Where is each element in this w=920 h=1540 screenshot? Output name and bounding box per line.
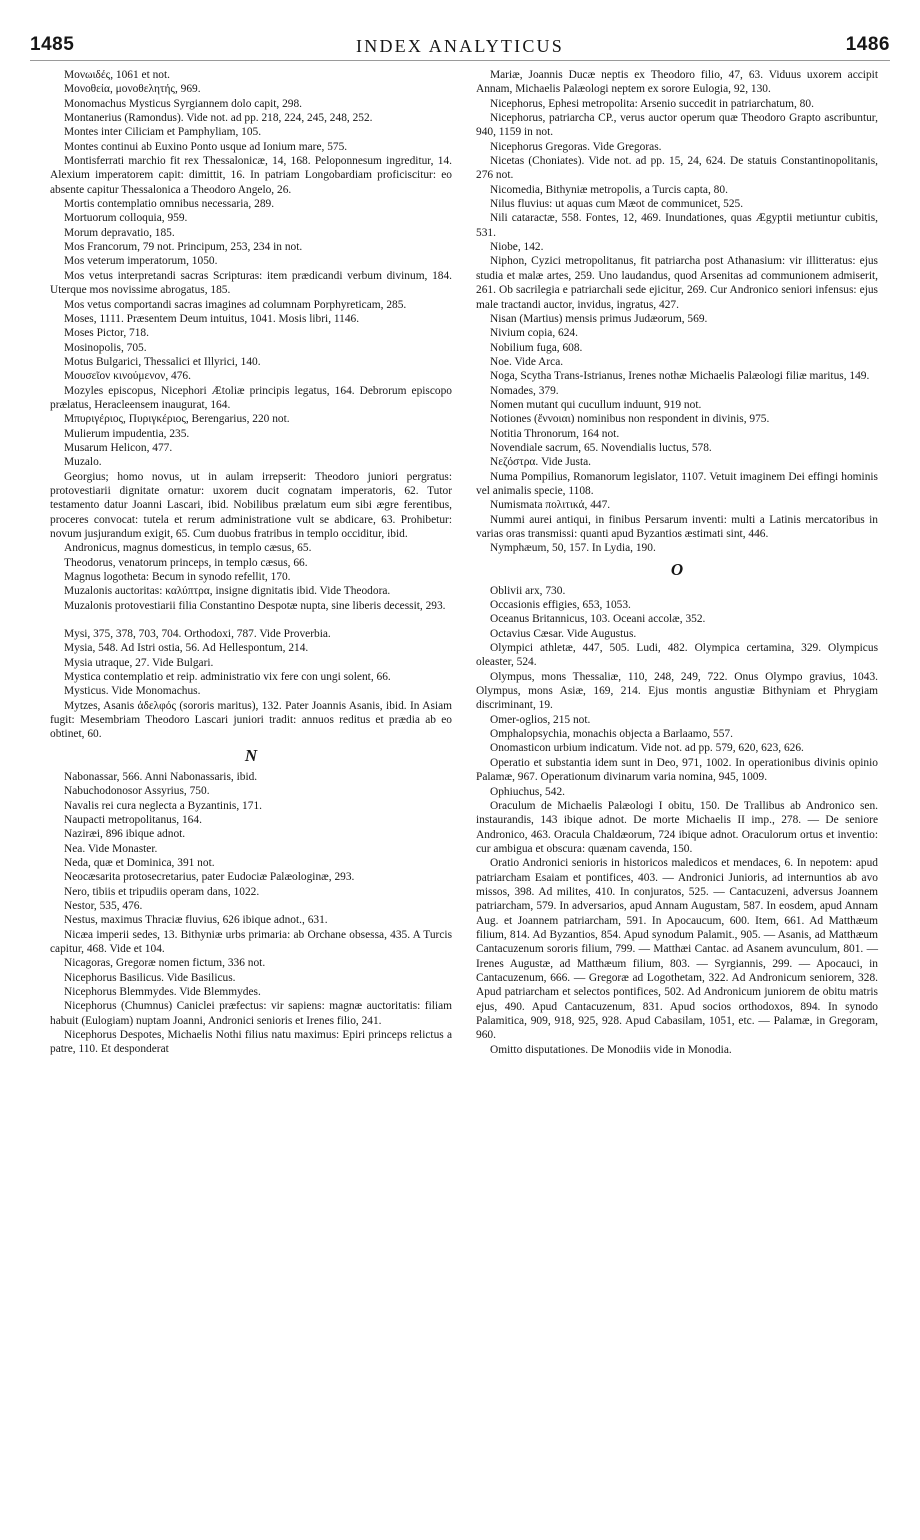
index-entry: Nicephorus Gregoras. Vide Gregoras. [490, 140, 662, 153]
index-entry: Montes inter Ciliciam et Pamphyliam, 105. [64, 126, 262, 139]
index-entry: Mortuorum colloquia, 959. [64, 212, 188, 225]
index-entry: Nomen mutant qui cucullum induunt, 919 not. [490, 398, 702, 411]
header-rule [30, 60, 890, 61]
index-entry: Mosinopolis, 705. [64, 341, 147, 354]
index-entry: Nummi aurei antiqui, in finibus Persarum inventi: multi a Latinis mercatoribus in varias oras transmissi: quanti apud Byzantios æstimati sint, 446. [476, 513, 878, 540]
index-entry: Mystica contemplatio et reip. administratio vix fere con ungi solent, 66. [64, 671, 391, 684]
index-entry: Nicephorus, patriarcha CP., verus auctor operum quæ Theodoro Grapto ascribuntur, 940, 1159 in not. [476, 112, 878, 139]
index-entry: Naupacti metropolitanus, 164. [64, 813, 202, 826]
right-group-n [476, 68, 878, 556]
left-column [50, 68, 452, 1057]
section-gap [50, 613, 452, 627]
left-group-m [50, 68, 452, 613]
running-title: INDEX ANALYTICUS [356, 36, 564, 56]
index-entry: Nestor, 535, 476. [64, 899, 143, 912]
section-letter-o: O [670, 559, 684, 579]
index-entry: Musarum Helicon, 477. [64, 441, 173, 454]
index-entry: Mysia utraque, 27. Vide Bulgari. [64, 656, 214, 669]
index-entry: Moses Pictor, 718. [64, 327, 149, 340]
index-entry: Neocæsarita protosecretarius, pater Eudociæ Palæologinæ, 293. [64, 871, 355, 884]
index-entry: Olympici athletæ, 447, 505. Ludi, 482. Olympica certamina, 329. Olympicus oleaster, 524. [476, 642, 878, 669]
index-entry: Nea. Vide Monaster. [64, 842, 158, 855]
right-group-o [476, 584, 878, 1057]
index-entry: Theodorus, venatorum princeps, in templo cæsus, 66. [64, 556, 308, 569]
index-entry: Oraculum de Michaelis Palæologi I obitu, 150. De Trallibus ab Andronico sen. instaurandis, 143 ibique adnot. De morte Michaelis II imp., 278. — De seniore Andronico, 463. Oracula Chaldæorum, 724 ibique adnot. Oraculorum ortus et inventio: cur ambigua et obscura: quænam cavenda, 150. [476, 799, 878, 855]
index-entry: Motus Bulgarici, Thessalici et Illyrici, 140. [64, 355, 261, 368]
index-entry: Oratio Andronici senioris in historicos maledicos et mendaces, 6. In nepotem: apud patriarcham Esaiam et pontifices, 403. — Andronici Junioris, ad internuntios ab avo missos, 398. Ad milites, 410. In conjuratos, 525. — Cantacuzeni, adversus Joannem patriarcham, 579. In adversarios, apud Annam Augustam, 587. In eosdem, apud Annam Aug. et Joannem patriarcham, 591. In Apocaucum, 600. Item, 661. Ad Matthæum filium, 814. Ad Byzantios, 854. Apud synodum Palamit., 905. — Asanis, ad Matthæum Cantacuzenum sororis filium, 799. — Matthæi Cantac. ad Asanem avunculum, 801. — Irenes Augustæ, ad Matthæum filium, 803. — Syrgiannis, 299. — Apocauci, in Cantacuzenum, 666. — Gregoræ ad Logothetam, 322. Ad Andronicum seniorem, 328. Apud patriarcham et selectos pontifices, 502. Ad Andronicum juniorem de obitu matris ejus, 490. Apud Cantacuzenum, 831. Apud socios orthodoxos, 894. In synodo Palamitica, 909, 918, 925, 928. Apud Cabasilam, 1051, etc. — Palamæ, in Gregoram, 960. [476, 857, 878, 1042]
index-entry: Oceanus Britannicus, 103. Oceani accolæ, 352. [490, 613, 706, 626]
index-entry: Nymphæum, 50, 157. In Lydia, 190. [490, 542, 656, 555]
index-entry: Octavius Cæsar. Vide Augustus. [490, 627, 637, 640]
index-entry: Mozyles episcopus, Nicephori Ætoliæ principis legatus, 164. Debrorum episcopo prælatus, Heracleensem inaugurat, 164. [50, 384, 452, 411]
index-entry: Montanerius (Ramondus). Vide not. ad pp. 218, 224, 245, 248, 252. [64, 112, 373, 125]
index-entry: Noga, Scytha Trans-Istrianus, Irenes nothæ Michaelis Palæologi filiæ maritus, 149. [490, 370, 870, 383]
index-entry: Olympus, mons Thessaliæ, 110, 248, 249, 722. Onus Olympo gravius, 1043. Olympus, mons Asiæ, 169, 214. Ejus montis angustiæ Bithyniam et Phrygiam discriminant, 19. [476, 670, 878, 712]
index-entry: Μπυριγέριος, Πυριγκέριος, Berengarius, 220 not. [64, 413, 290, 426]
index-entry: Nicephorus (Chumnus) Caniclei præfectus: vir sapiens: magnæ auctoritatis: filiam habuit (Eulogiam) nuptam Joanni, Andronici senioris et Irenes filio, 241. [50, 1000, 452, 1027]
index-entry: Morum depravatio, 185. [64, 226, 175, 239]
left-group-my [50, 627, 452, 742]
left-page-number: 1485 [30, 34, 75, 55]
index-entry: Nabuchodonosor Assyrius, 750. [64, 785, 210, 798]
index-entry: Mysi, 375, 378, 703, 704. Orthodoxi, 787. Vide Proverbia. [64, 628, 331, 641]
right-column [476, 68, 878, 1057]
index-entry: Nero, tibiis et tripudiis operam dans, 1022. [64, 885, 260, 898]
index-entry: Nicephorus, Ephesi metropolita: Arsenio succedit in patriarchatum, 80. [490, 97, 814, 110]
index-entry: Μονωιδές, 1061 et not. [64, 69, 170, 81]
index-entry: Muzalonis protovestiarii filia Constantino Despotæ nupta, sine liberis decessit, 293. [64, 599, 446, 612]
index-entry: Andronicus, magnus domesticus, in templo cæsus, 65. [64, 542, 312, 555]
index-entry: Μουσεῖον κινούμενον, 476. [64, 370, 191, 383]
index-entry: Mos veterum imperatorum, 1050. [64, 255, 218, 268]
index-entry: Omphalopsychia, monachis objecta a Barlaamo, 557. [490, 728, 733, 741]
index-entry: Monomachus Mysticus Syrgiannem dolo capit, 298. [64, 97, 303, 110]
index-entry: Operatio et substantia idem sunt in Deo, 971, 1002. In operationibus divinis opinio Palamæ, 967. Operationum divinarum varia nomina, 945, 1009. [476, 756, 878, 784]
index-entry: Montisferrati marchio fit rex Thessalonicæ, 14, 168. Peloponnesum ingreditur, 14. Alexium imperatorem capit: dimittit, 16. In patriam Longobardiam proficiscitur: eo absente capitur Thessalonica a Theodoro Angelo, 26. [50, 155, 452, 196]
index-entry: Mysia, 548. Ad Istri ostia, 56. Ad Hellespontum, 214. [64, 642, 309, 655]
left-group-n [50, 770, 452, 1057]
index-entry: Mos Francorum, 79 not. Principum, 253, 234 in not. [64, 241, 303, 254]
index-entry: Nicephorus Blemmydes. Vide Blemmydes. [64, 985, 261, 998]
index-entry: Nicephorus Basilicus. Vide Basilicus. [64, 971, 236, 984]
index-entry: Montes continui ab Euxino Ponto usque ad Ionium mare, 575. [64, 140, 348, 153]
index-entry: Moses, 1111. Præsentem Deum intuitus, 1041. Mosis libri, 1146. [64, 312, 360, 325]
index-entry: Neda, quæ et Dominica, 391 not. [64, 856, 215, 869]
index-entry: Mos vetus interpretandi sacras Scripturas: item prædicandi verbum divinum, 184. Uterque mos novissime abrogatus, 185. [50, 269, 452, 297]
index-entry: Omitto disputationes. De Monodiis vide in Monodia. [490, 1043, 732, 1056]
index-entry: Nisan (Martius) mensis primus Judæorum, 569. [490, 312, 708, 325]
index-entry: Oblivii arx, 730. [490, 584, 566, 597]
index-entry: Mysticus. Vide Monomachus. [64, 685, 201, 698]
index-entry: Mos vetus comportandi sacras imagines ad columnam Porphyreticam, 285. [64, 298, 407, 311]
index-entry: Georgius; homo novus, ut in aulam irrepserit: Theodoro juniori pergratus: protovestiarii dignitate ornatur: uxorem ducit cognatam imperatoris, 62. Tutor testamento datur Joanni Lascari, ibid. Nobilibus prælatum eum sibi ægre ferentibus, proceres convocat: tutela et rerum administratione vult se abdicare, 63. Prohibetur: novum jusjurandum exigit, 65. Cum duobus fratribus in templo occiditur, ibid. [50, 470, 452, 540]
index-entry: Magnus logotheta: Becum in synodo refellit, 170. [64, 571, 291, 584]
index-entry: Niobe, 142. [490, 241, 544, 254]
index-entry: Mulierum impudentia, 235. [64, 427, 190, 440]
index-entry: Nestus, maximus Thraciæ fluvius, 626 ibique adnot., 631. [64, 914, 328, 927]
index-entry: Mortis contemplatio omnibus necessaria, 289. [64, 198, 275, 211]
index-entry: Nomades, 379. [490, 384, 559, 397]
index-entry: Nobilium fuga, 608. [490, 341, 583, 354]
index-entry: Naziræi, 896 ibique adnot. [64, 828, 186, 841]
index-entry: Μονοθεία, μονοθελητής, 969. [64, 83, 201, 96]
right-page-number: 1486 [845, 34, 890, 55]
index-entry: Ophiuchus, 542. [490, 785, 565, 798]
index-entry: Nicagoras, Gregoræ nomen fictum, 336 not. [64, 957, 266, 970]
index-entry: Niphon, Cyzici metropolitanus, fit patriarcha post Athanasium: vir illitteratus: ejus studia et malæ artes, 259. Uno laudandus, quod Arsenitas ad communionem admiserit, 261. Ob sacrilegia e patriarchali sede ejicitur, 269. Cur Andronico seniori infensus: ejus male tractandi auctor, invidus, ingratus, 427. [476, 255, 878, 311]
index-entry: Νεζόστρα. Vide Justa. [490, 456, 592, 469]
index-entry: Nivium copia, 624. [490, 327, 578, 340]
index-entry: Novendiale sacrum, 65. Novendialis luctus, 578. [490, 441, 712, 454]
index-entry: Onomasticon urbium indicatum. Vide not. ad pp. 579, 620, 623, 626. [490, 742, 804, 755]
index-entry: Notitia Thronorum, 164 not. [490, 427, 620, 440]
index-entry: Notiones (ἔννοιαι) nominibus non respondent in divinis, 975. [490, 413, 770, 426]
index-entry: Occasionis effigies, 653, 1053. [490, 599, 631, 612]
index-entry: Nicetas (Choniates). Vide not. ad pp. 15, 24, 624. De statuis Constantinopolitanis, 276 not. [476, 155, 878, 182]
index-entry: Mariæ, Joannis Ducæ neptis ex Theodoro filio, 47, 63. Viduus uxorem accipit Annam, Michaelis Palæologi neptem ex sorore Eulogia, 92, 130. [476, 69, 878, 96]
section-letter-n: N [244, 745, 258, 765]
index-entry: Numa Pompilius, Romanorum legislator, 1107. Vetuit imaginem Dei effingi hominis vel animalis specie, 1108. [476, 470, 878, 497]
index-entry: Nabonassar, 566. Anni Nabonassaris, ibid. [64, 770, 258, 783]
index-entry: Mytzes, Asanis ἀδελφός (sororis maritus), 132. Pater Joannis Asanis, ibid. In Asiam fugit: Mesembriam Theodoro Lascari juniori tradit: annuos reditus et prædia ab eo obtinet, 60. [50, 699, 452, 741]
index-entry: Muzalonis auctoritas: καλύπτρα, insigne dignitatis ibid. Vide Theodora. [64, 585, 391, 598]
index-entry: Nili cataractæ, 558. Fontes, 12, 469. Inundationes, quas Ægyptii metiuntur cubitis, 531. [476, 212, 878, 239]
index-entry: Nicephorus Despotes, Michaelis Nothi filius natu maximus: Epiri princeps relictus a patre, 110. Et desponderat [50, 1029, 452, 1056]
index-entry: Nilus fluvius: ut aquas cum Mæot de communicet, 525. [490, 198, 744, 211]
index-entry: Navalis rei cura neglecta a Byzantinis, 171. [64, 799, 262, 812]
index-entry: Nicomedia, Bithyniæ metropolis, a Turcis capta, 80. [490, 183, 728, 196]
index-entry: Nicæa imperii sedes, 13. Bithyniæ urbs primaria: ab Orchane obsessa, 435. A Turcis capitur, 468. Vide et 104. [50, 928, 452, 955]
index-entry: Noe. Vide Arca. [490, 355, 564, 368]
index-entry: Muzalo. [64, 456, 102, 469]
index-entry: Numismata πολιτικά, 447. [490, 499, 611, 512]
index-entry: Omer-oglios, 215 not. [490, 713, 591, 726]
